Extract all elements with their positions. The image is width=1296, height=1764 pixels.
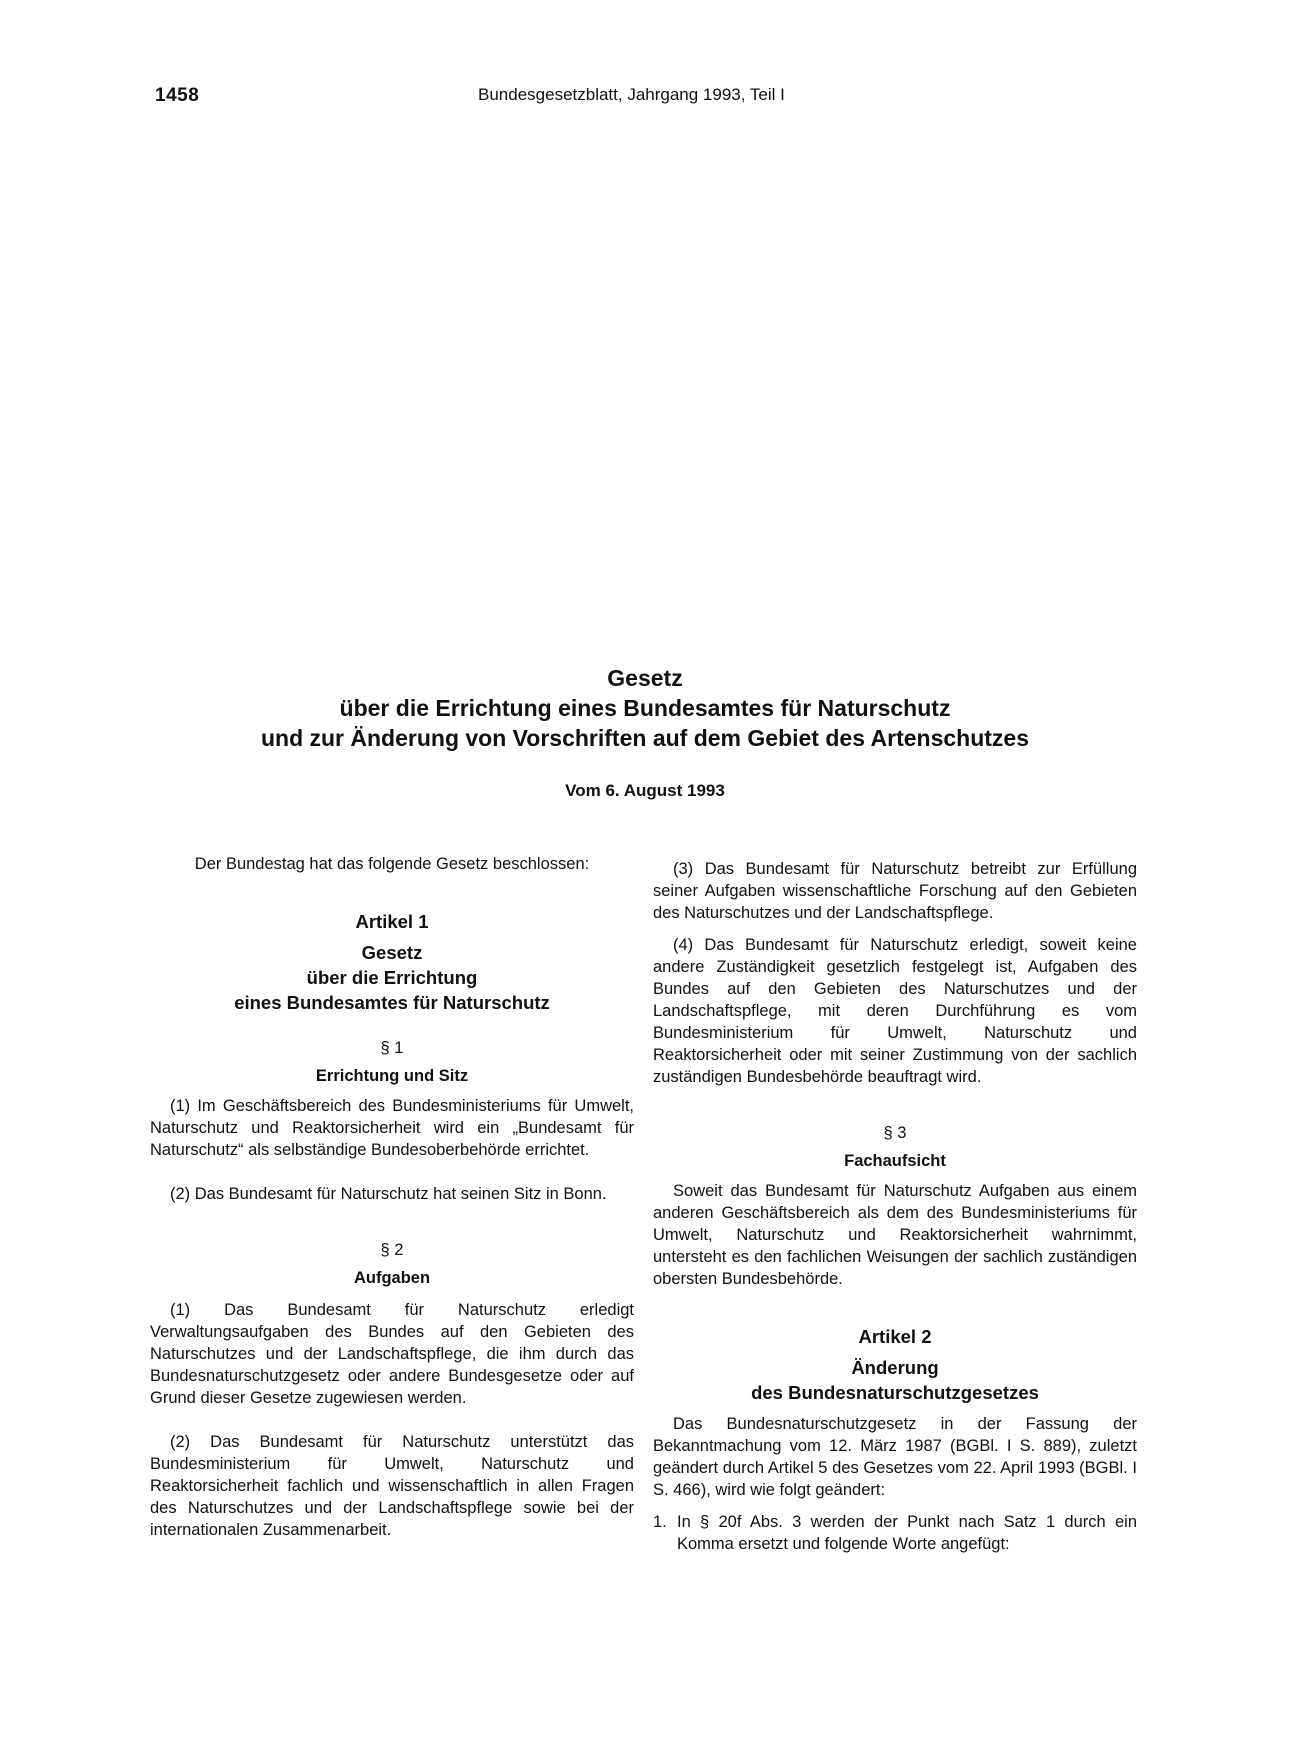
article-1-title-l2: über die Errichtung xyxy=(306,967,478,988)
section-3-para-1: Soweit das Bundesamt für Naturschutz Aufgaben aus einem anderen Geschäftsbereich als dem des Bundesministeriums für Umwelt, Naturschutz und Reaktorsicherheit wahrnimmt, untersteht es den fachlichen Weisungen der sachlich zuständigen obersten Bundesbehörde. xyxy=(653,1182,1137,1288)
list-item-number: 1. xyxy=(653,1513,667,1531)
left-column xyxy=(150,853,634,1541)
article-1-label: Artikel 1 xyxy=(355,911,429,932)
section-3-number: § 3 xyxy=(883,1124,907,1142)
page-number: 1458 xyxy=(155,85,200,106)
title-line-3: und zur Änderung von Vorschriften auf dem Gebiet des Artenschutzes xyxy=(260,725,1030,751)
section-1-number: § 1 xyxy=(380,1039,404,1057)
section-2-para-3: (3) Das Bundesamt für Naturschutz betreibt zur Erfüllung seiner Aufgaben wissenschaftliche Forschung auf den Gebieten des Naturschutzes und der Landschaftspflege. xyxy=(653,860,1137,922)
law-date: Vom 6. August 1993 xyxy=(565,781,725,800)
section-2-para-2: (2) Das Bundesamt für Naturschutz unterstützt das Bundesministerium für Umwelt, Naturschutz und Reaktorsicherheit fachlich und wissenschaftlich in allen Fragen des Naturschutzes und der Landschaftspflege sowie bei der internationalen Zusammenarbeit. xyxy=(150,1433,634,1539)
section-2-para-4: (4) Das Bundesamt für Naturschutz erledigt, soweit keine andere Zuständigkeit gesetzlich festgelegt ist, Aufgaben des Bundes auf den Gebieten des Naturschutzes und der Landschaftspflege, mit deren Durchführung es vom Bundesministerium für Umwelt, Naturschutz und Reaktorsicherheit oder mit seiner Zustimmung von der sachlich zuständigen Bundesbehörde beauftragt wird. xyxy=(653,936,1137,1086)
article-1-title-l1: Gesetz xyxy=(361,942,423,963)
title-line-1: Gesetz xyxy=(607,665,683,691)
enactment-clause: Der Bundestag hat das folgende Gesetz beschlossen: xyxy=(194,855,590,873)
list-item xyxy=(653,1511,1137,1555)
section-2-heading: Aufgaben xyxy=(353,1269,431,1287)
running-head: Bundesgesetzblatt, Jahrgang 1993, Teil I xyxy=(478,85,785,104)
section-1-para-1: (1) Im Geschäftsbereich des Bundesministeriums für Umwelt, Naturschutz und Reaktorsicherheit wird ein „Bundesamt für Naturschutz“ als selbständige Bundesoberbehörde errichtet. xyxy=(150,1097,634,1159)
article-2-title-l1: Änderung xyxy=(851,1357,939,1378)
section-1-para-2: (2) Das Bundesamt für Naturschutz hat seinen Sitz in Bonn. xyxy=(170,1185,607,1203)
section-1-heading: Errichtung und Sitz xyxy=(315,1067,469,1085)
article-2-intro: Das Bundesnaturschutzgesetz in der Fassung der Bekanntmachung vom 12. März 1987 (BGBl. I S. 889), zuletzt geändert durch Artikel 5 des Gesetzes vom 22. April 1993 (BGBl. I S. 466), wird wie folgt geändert: xyxy=(653,1415,1137,1499)
section-3-heading: Fachaufsicht xyxy=(844,1152,946,1170)
article-1-title-l3: eines Bundesamtes für Naturschutz xyxy=(234,992,550,1013)
article-2-label: Artikel 2 xyxy=(858,1326,932,1347)
list-item-text: In § 20f Abs. 3 werden der Punkt nach Satz 1 durch ein Komma ersetzt und folgende Worte angefügt: xyxy=(677,1513,1137,1553)
section-2-para-1: (1) Das Bundesamt für Naturschutz erledigt Verwaltungsaufgaben des Bundes auf den Gebieten des Naturschutzes und der Landschaftspflege, die ihm durch das Bundesnaturschutzgesetz oder andere Bundesgesetze oder auf Grund dieser Gesetze zugewiesen werden. xyxy=(150,1301,634,1407)
article-2-title-l2: des Bundesnaturschutzgesetzes xyxy=(751,1382,1039,1403)
title-line-2: über die Errichtung eines Bundesamtes für Naturschutz xyxy=(339,695,951,721)
section-2-number: § 2 xyxy=(380,1241,404,1259)
right-column xyxy=(653,858,1137,1555)
law-title xyxy=(150,663,1140,753)
